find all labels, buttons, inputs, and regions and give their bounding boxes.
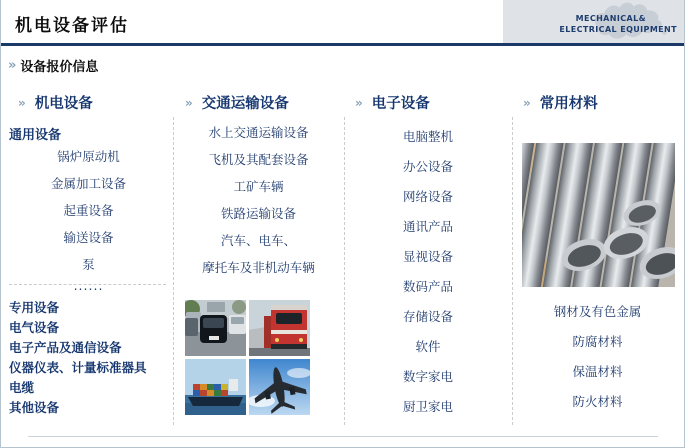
category-list-mechanical-groups xyxy=(9,298,169,418)
header-rule xyxy=(1,43,684,46)
category-list-transport xyxy=(173,119,344,281)
column-header-materials[interactable] xyxy=(523,92,598,113)
group-link[interactable]: 仪器仪表、计量标准器具 xyxy=(9,360,147,375)
group-link[interactable]: 电缆 xyxy=(9,380,35,395)
section-divider xyxy=(9,284,166,285)
column-header-label: 机电设备 xyxy=(34,96,93,112)
category-link[interactable]: 通讯产品 xyxy=(402,219,453,234)
group-link[interactable]: 电气设备 xyxy=(9,320,60,335)
airplane-photo xyxy=(249,359,310,415)
footer-divider xyxy=(28,436,658,437)
category-link[interactable]: 防腐材料 xyxy=(572,334,623,349)
chevron-icon: » xyxy=(523,95,531,110)
category-link[interactable]: 存储设备 xyxy=(402,309,453,324)
more-link[interactable]: ...... xyxy=(73,278,104,293)
category-link[interactable]: 电脑整机 xyxy=(402,129,453,144)
column-header-mechanical[interactable] xyxy=(18,92,93,113)
column-header-label: 电子设备 xyxy=(371,96,430,112)
category-link[interactable]: 汽车、电车、 xyxy=(220,233,296,248)
category-link[interactable]: 锅炉原动机 xyxy=(57,149,120,164)
category-link[interactable]: 办公设备 xyxy=(402,159,453,174)
category-link[interactable]: 起重设备 xyxy=(63,203,114,218)
container-ship-photo xyxy=(185,359,246,415)
group-title-general-equipment[interactable]: 通用设备 xyxy=(9,128,62,143)
category-list-electronics xyxy=(344,122,512,422)
category-link[interactable]: 钢材及有色金属 xyxy=(553,304,642,319)
chevron-icon: » xyxy=(8,58,17,73)
category-link[interactable]: 金属加工设备 xyxy=(50,176,126,191)
category-link[interactable]: 摩托车及非机动车辆 xyxy=(202,260,315,275)
brand-text xyxy=(559,13,677,35)
brand-line1: MECHANICAL& xyxy=(575,14,646,23)
section-heading xyxy=(8,56,98,75)
category-link[interactable]: 泵 xyxy=(82,257,95,272)
column-header-transport[interactable] xyxy=(185,92,289,113)
category-link[interactable]: 铁路运输设备 xyxy=(220,206,296,221)
category-link[interactable]: 数字家电 xyxy=(402,369,453,384)
traffic-cars-photo xyxy=(185,300,246,356)
chevron-icon: » xyxy=(355,95,363,110)
category-link[interactable]: 工矿车辆 xyxy=(233,179,284,194)
section-heading-label: 设备报价信息 xyxy=(20,60,99,75)
group-link[interactable]: 电子产品及通信设备 xyxy=(9,340,122,355)
category-link[interactable]: 网络设备 xyxy=(402,189,453,204)
category-link[interactable]: 飞机及其配套设备 xyxy=(208,152,309,167)
transport-photo-grid xyxy=(185,300,310,415)
category-list-mechanical xyxy=(4,143,173,294)
category-list-materials xyxy=(512,297,683,417)
red-train-photo xyxy=(249,300,310,356)
steel-pipes-photo xyxy=(522,143,675,287)
category-link[interactable]: 软件 xyxy=(415,339,441,354)
chevron-icon: » xyxy=(18,95,26,110)
category-link[interactable]: 保温材料 xyxy=(572,364,623,379)
category-link[interactable]: 水上交通运输设备 xyxy=(208,125,309,140)
brand-corner xyxy=(503,0,684,43)
brand-line2: ELECTRICAL EQUIPMENT xyxy=(559,25,677,34)
category-link[interactable]: 输送设备 xyxy=(63,230,114,245)
group-link[interactable]: 专用设备 xyxy=(9,300,60,315)
category-link[interactable]: 防火材料 xyxy=(572,394,623,409)
category-link[interactable]: 数码产品 xyxy=(402,279,453,294)
chevron-icon: » xyxy=(185,95,193,110)
page-title: 机电设备评估 xyxy=(15,16,129,36)
column-header-label: 常用材料 xyxy=(539,96,598,112)
group-link[interactable]: 其他设备 xyxy=(9,400,60,415)
category-link[interactable]: 厨卫家电 xyxy=(402,399,453,414)
column-header-electronics[interactable] xyxy=(355,92,430,113)
category-link[interactable]: 显视设备 xyxy=(402,249,453,264)
column-header-label: 交通运输设备 xyxy=(201,96,289,112)
